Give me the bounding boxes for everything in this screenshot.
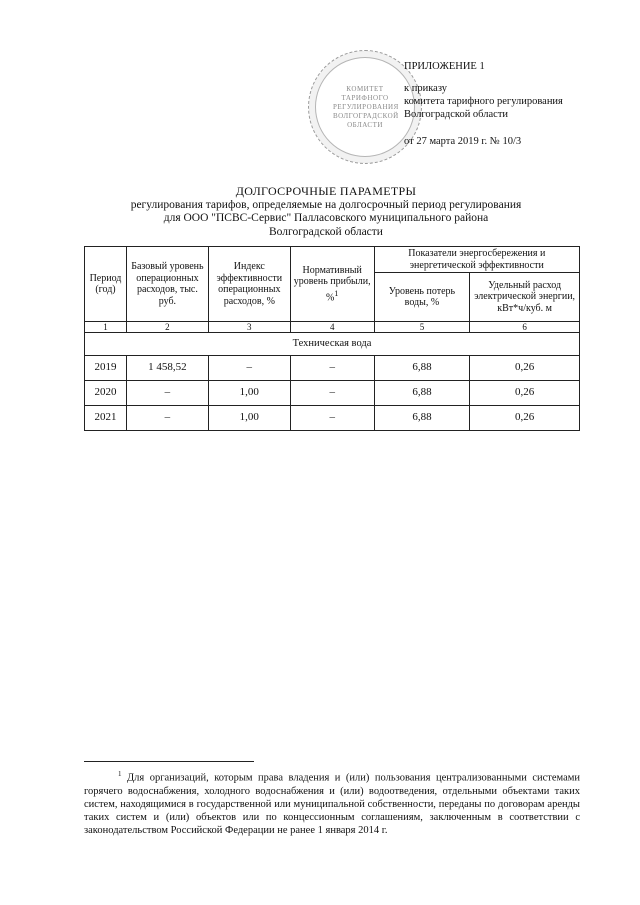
cell-year: 2020 (85, 381, 127, 406)
cell-index: 1,00 (208, 381, 290, 406)
cell-base: – (126, 406, 208, 431)
cell-profit: – (290, 381, 374, 406)
column-number: 1 (85, 322, 127, 333)
column-number-row (85, 322, 580, 333)
column-number: 6 (470, 322, 580, 333)
footnote-divider (84, 761, 254, 762)
header-specific-consumption: Удельный расход электрической энергии, кВт*ч/куб. м (470, 273, 580, 322)
section-title: Техническая вода (85, 333, 580, 356)
header-efficiency-index: Индекс эффективности операционных расходов, % (208, 247, 290, 322)
title-line-1: регулирования тарифов, определяемые на долгосрочный период регулирования (130, 198, 522, 211)
appendix-line-committee: комитета тарифного регулирования (404, 96, 563, 107)
cell-base: – (126, 381, 208, 406)
title-line-2: для ООО "ПСВС-Сервис" Палласовского муниципального района (163, 212, 489, 224)
footnote-ref: 1 (334, 288, 339, 298)
header-water-loss: Уровень потерь воды, % (374, 273, 470, 322)
table-header-row (85, 247, 580, 273)
document-title (60, 185, 592, 239)
header-period: Период (год) (85, 247, 127, 322)
appendix-line-order: к приказу (404, 83, 447, 94)
seal-text: КОМИТЕТ ТАРИФНОГО РЕГУЛИРОВАНИЯ ВОЛГОГРАДСКОЙ ОБЛАСТИ (333, 84, 399, 129)
header-energy-group: Показатели энергосбережения и энергетической эффективности (374, 247, 579, 273)
appendix-header (404, 60, 563, 148)
footnote (84, 768, 580, 837)
cell-base: 1 458,52 (126, 356, 208, 381)
table-row (85, 356, 580, 381)
cell-loss: 6,88 (374, 356, 470, 381)
appendix-date: от 27 марта 2019 г. № 10/3 (404, 136, 522, 147)
table-row (85, 381, 580, 406)
cell-loss: 6,88 (374, 406, 470, 431)
header-base-level: Базовый уровень операционных расходов, тыс. руб. (126, 247, 208, 322)
appendix-line-region: Волгоградской области (404, 109, 509, 120)
title-line-3: Волгоградской области (269, 225, 383, 238)
footnote-marker: 1 (118, 770, 122, 778)
cell-specific: 0,26 (470, 356, 580, 381)
cell-year: 2019 (85, 356, 127, 381)
cell-profit: – (290, 406, 374, 431)
cell-profit: – (290, 356, 374, 381)
column-number: 3 (208, 322, 290, 333)
column-number: 5 (374, 322, 470, 333)
column-number: 2 (126, 322, 208, 333)
cell-specific: 0,26 (470, 406, 580, 431)
title-main: ДОЛГОСРОЧНЫЕ ПАРАМЕТРЫ (235, 184, 417, 198)
section-row (85, 333, 580, 356)
table-row (85, 406, 580, 431)
cell-index: 1,00 (208, 406, 290, 431)
header-normative-profit: Нормативный уровень прибыли, %$^1$ (290, 247, 374, 322)
cell-loss: 6,88 (374, 381, 470, 406)
footnote-text: Для организаций, которым права владения и (или) пользования централизованными системами горячего водоснабжения, холодного водоснабжения и (или) водоотведения, отдельными объектами таких систем, находящимися в государственной или муниципальной собственности, переданы по договорам аренды таких систем и (или) объектов или по концессионным соглашениям, заключенным в соответствии с законодательством Российской Федерации не ранее 1 января 2014 г. (84, 772, 581, 836)
cell-specific: 0,26 (470, 381, 580, 406)
cell-index: – (208, 356, 290, 381)
appendix-heading: ПРИЛОЖЕНИЕ 1 (404, 61, 485, 72)
cell-year: 2021 (85, 406, 127, 431)
parameters-table (84, 246, 580, 431)
column-number: 4 (290, 322, 374, 333)
